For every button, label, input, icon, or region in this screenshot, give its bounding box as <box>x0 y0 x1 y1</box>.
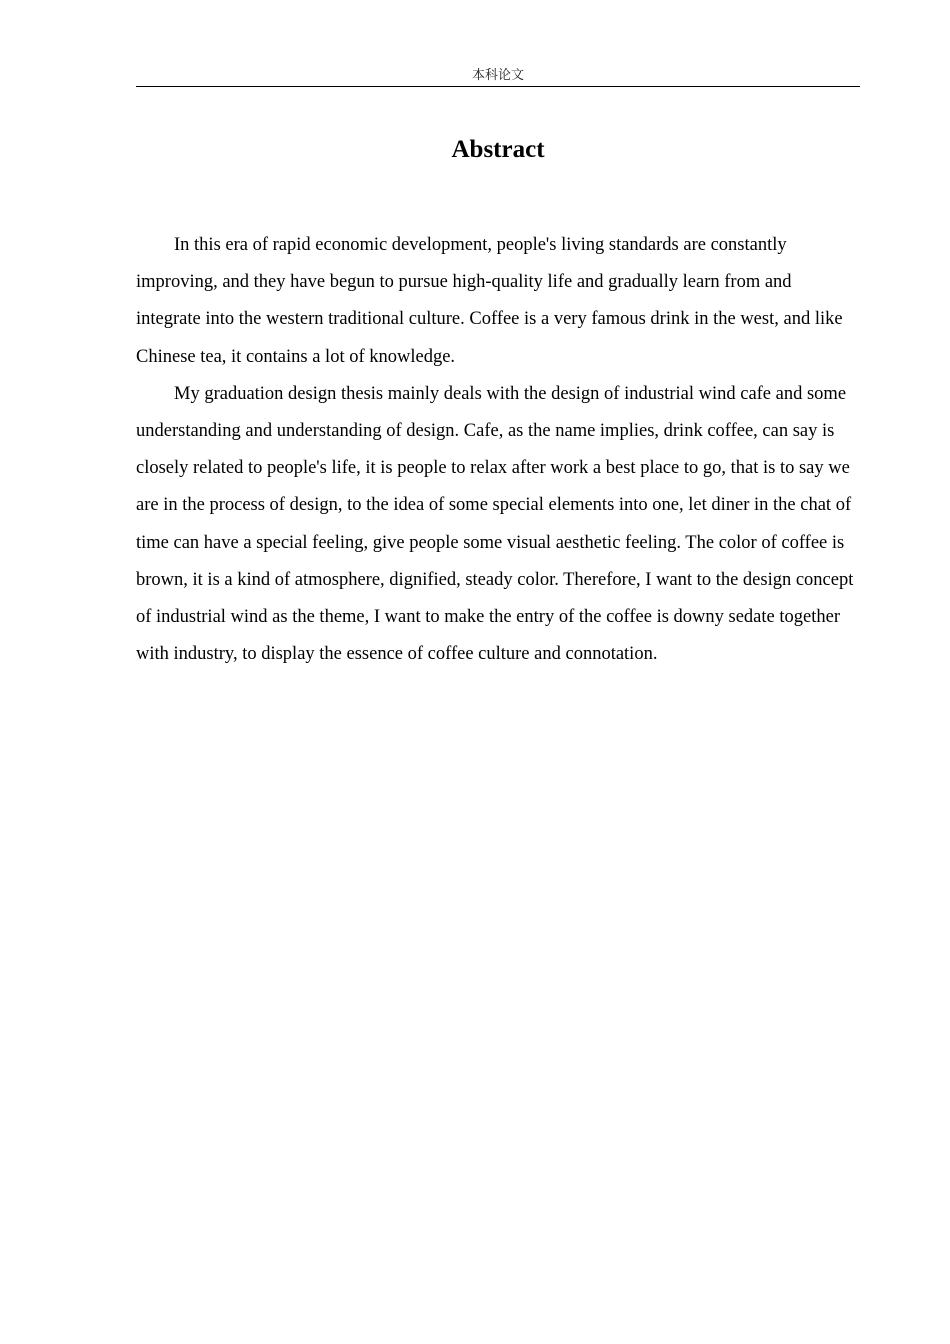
abstract-paragraph-1: In this era of rapid economic development, people's living standards are constantly improving, and they have begun to pursue high-quality life and gradually learn from and integrate into the western traditional culture. Coffee is a very famous drink in the west, and like Chinese tea, it contains a lot of knowledge. <box>136 235 843 367</box>
abstract-paragraph-2: My graduation design thesis mainly deals with the design of industrial wind cafe and some understanding and understanding of design. Cafe, as the name implies, drink coffee, can say is closely related to people's life, it is people to relax after work a best place to go, that is to say we are in the process of design, to the idea of some special elements into one, let diner in the chat of time can have a special feeling, give people some visual aesthetic feeling. The color of coffee is brown, it is a kind of atmosphere, dignified, steady color. Therefore, I want to the design concept of industrial wind as the theme, I want to make the entry of the coffee is downy sedate together with industry, to display the essence of coffee culture and connotation. <box>136 383 854 665</box>
running-header: 本科论文 <box>136 66 860 87</box>
abstract-body <box>136 227 860 673</box>
page-title: Abstract <box>451 136 545 163</box>
